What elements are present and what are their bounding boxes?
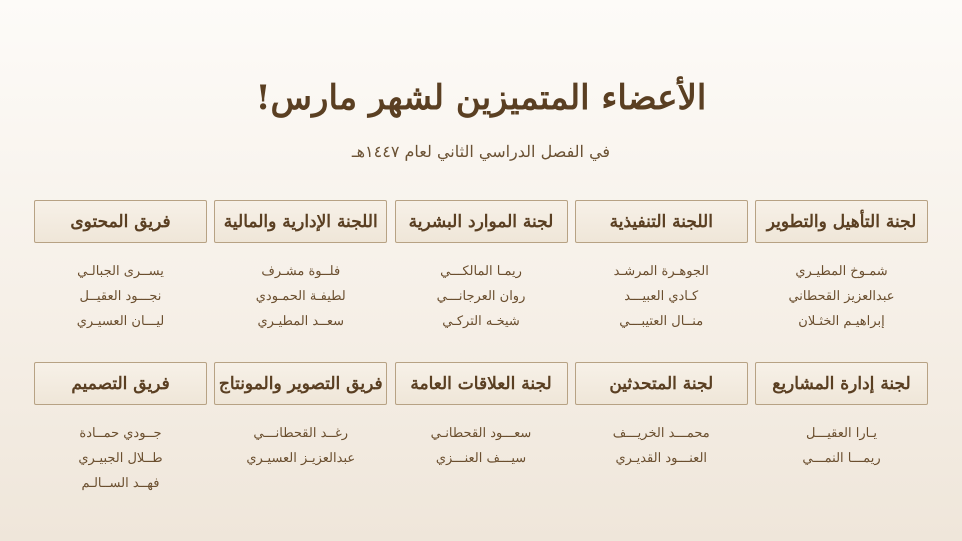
team-card bbox=[34, 362, 207, 496]
team-card bbox=[575, 362, 748, 496]
member-name: شيخـه التركـي bbox=[442, 314, 520, 329]
member-name: يســرى الجبالـي bbox=[77, 264, 164, 279]
member-list bbox=[395, 259, 568, 334]
member-list bbox=[575, 259, 748, 334]
team-name: فريق المحتوى bbox=[34, 200, 207, 243]
member-name: ريمـــا النمـــي bbox=[802, 451, 881, 466]
team-name: لجنة الموارد البشرية bbox=[395, 200, 568, 243]
member-list bbox=[755, 421, 928, 471]
member-name: فهــد الســالـم bbox=[81, 476, 160, 491]
team-name: لجنة المتحدثين bbox=[575, 362, 748, 405]
teams-row-bottom bbox=[34, 362, 928, 496]
member-name: سعـــود القحطانـي bbox=[430, 426, 532, 441]
member-name: منــال العتيبـــي bbox=[619, 314, 704, 329]
team-name: فريق التصوير والمونتاج bbox=[214, 362, 387, 405]
member-name: جــودي حمــادة bbox=[79, 426, 162, 441]
member-list bbox=[34, 259, 207, 334]
member-name: طــلال الجبيـري bbox=[78, 451, 163, 466]
member-name: نجـــود العقيــل bbox=[79, 289, 162, 304]
member-name: العنـــود القديـري bbox=[615, 451, 708, 466]
member-list bbox=[395, 421, 568, 471]
team-card bbox=[34, 200, 207, 334]
member-name: رغــد القحطانـــي bbox=[253, 426, 349, 441]
team-name: لجنة إدارة المشاريع bbox=[755, 362, 928, 405]
team-card bbox=[755, 362, 928, 496]
member-name: عبدالعزيـز العسيـري bbox=[246, 451, 356, 466]
teams-row-top bbox=[34, 200, 928, 334]
member-name: كـادي العبيـــد bbox=[624, 289, 699, 304]
member-name: ريمـا المالكـــي bbox=[440, 264, 522, 279]
member-list bbox=[34, 421, 207, 496]
team-card bbox=[395, 200, 568, 334]
member-name: عبدالعزيز القحطاني bbox=[788, 289, 895, 304]
member-name: الجوهـرة المرشـد bbox=[613, 264, 709, 279]
member-name: محمـــد الخريـــف bbox=[612, 426, 710, 441]
member-name: لطيفـة الحمـودي bbox=[255, 289, 346, 304]
member-list bbox=[214, 421, 387, 471]
team-name: فريق التصميم bbox=[34, 362, 207, 405]
team-card bbox=[214, 362, 387, 496]
team-name: لجنة التأهيل والتطوير bbox=[755, 200, 928, 243]
member-name: روان العرجانـــي bbox=[436, 289, 526, 304]
team-name: لجنة العلاقات العامة bbox=[395, 362, 568, 405]
member-list bbox=[575, 421, 748, 471]
member-list bbox=[755, 259, 928, 334]
page-title: الأعضاء المتميزين لشهر مارس! bbox=[255, 78, 707, 118]
team-card bbox=[214, 200, 387, 334]
team-name: اللجنة التنفيذية bbox=[575, 200, 748, 243]
team-card bbox=[395, 362, 568, 496]
member-name: يـارا العقيـــل bbox=[805, 426, 878, 441]
team-card bbox=[755, 200, 928, 334]
member-name: سعــد المطيـري bbox=[257, 314, 345, 329]
member-name: ليـــان العسيـري bbox=[76, 314, 165, 329]
member-name: إبراهيـم الخثـلان bbox=[798, 314, 885, 329]
team-card bbox=[575, 200, 748, 334]
member-name: شمـوخ المطيـري bbox=[795, 264, 888, 279]
page-subtitle: في الفصل الدراسي الثاني لعام ١٤٤٧هـ bbox=[351, 142, 611, 161]
member-name: سيـــف العنـــزي bbox=[435, 451, 527, 466]
member-name: فلــوة مشـرف bbox=[261, 264, 341, 279]
member-list bbox=[214, 259, 387, 334]
team-name: اللجنة الإدارية والمالية bbox=[214, 200, 387, 243]
